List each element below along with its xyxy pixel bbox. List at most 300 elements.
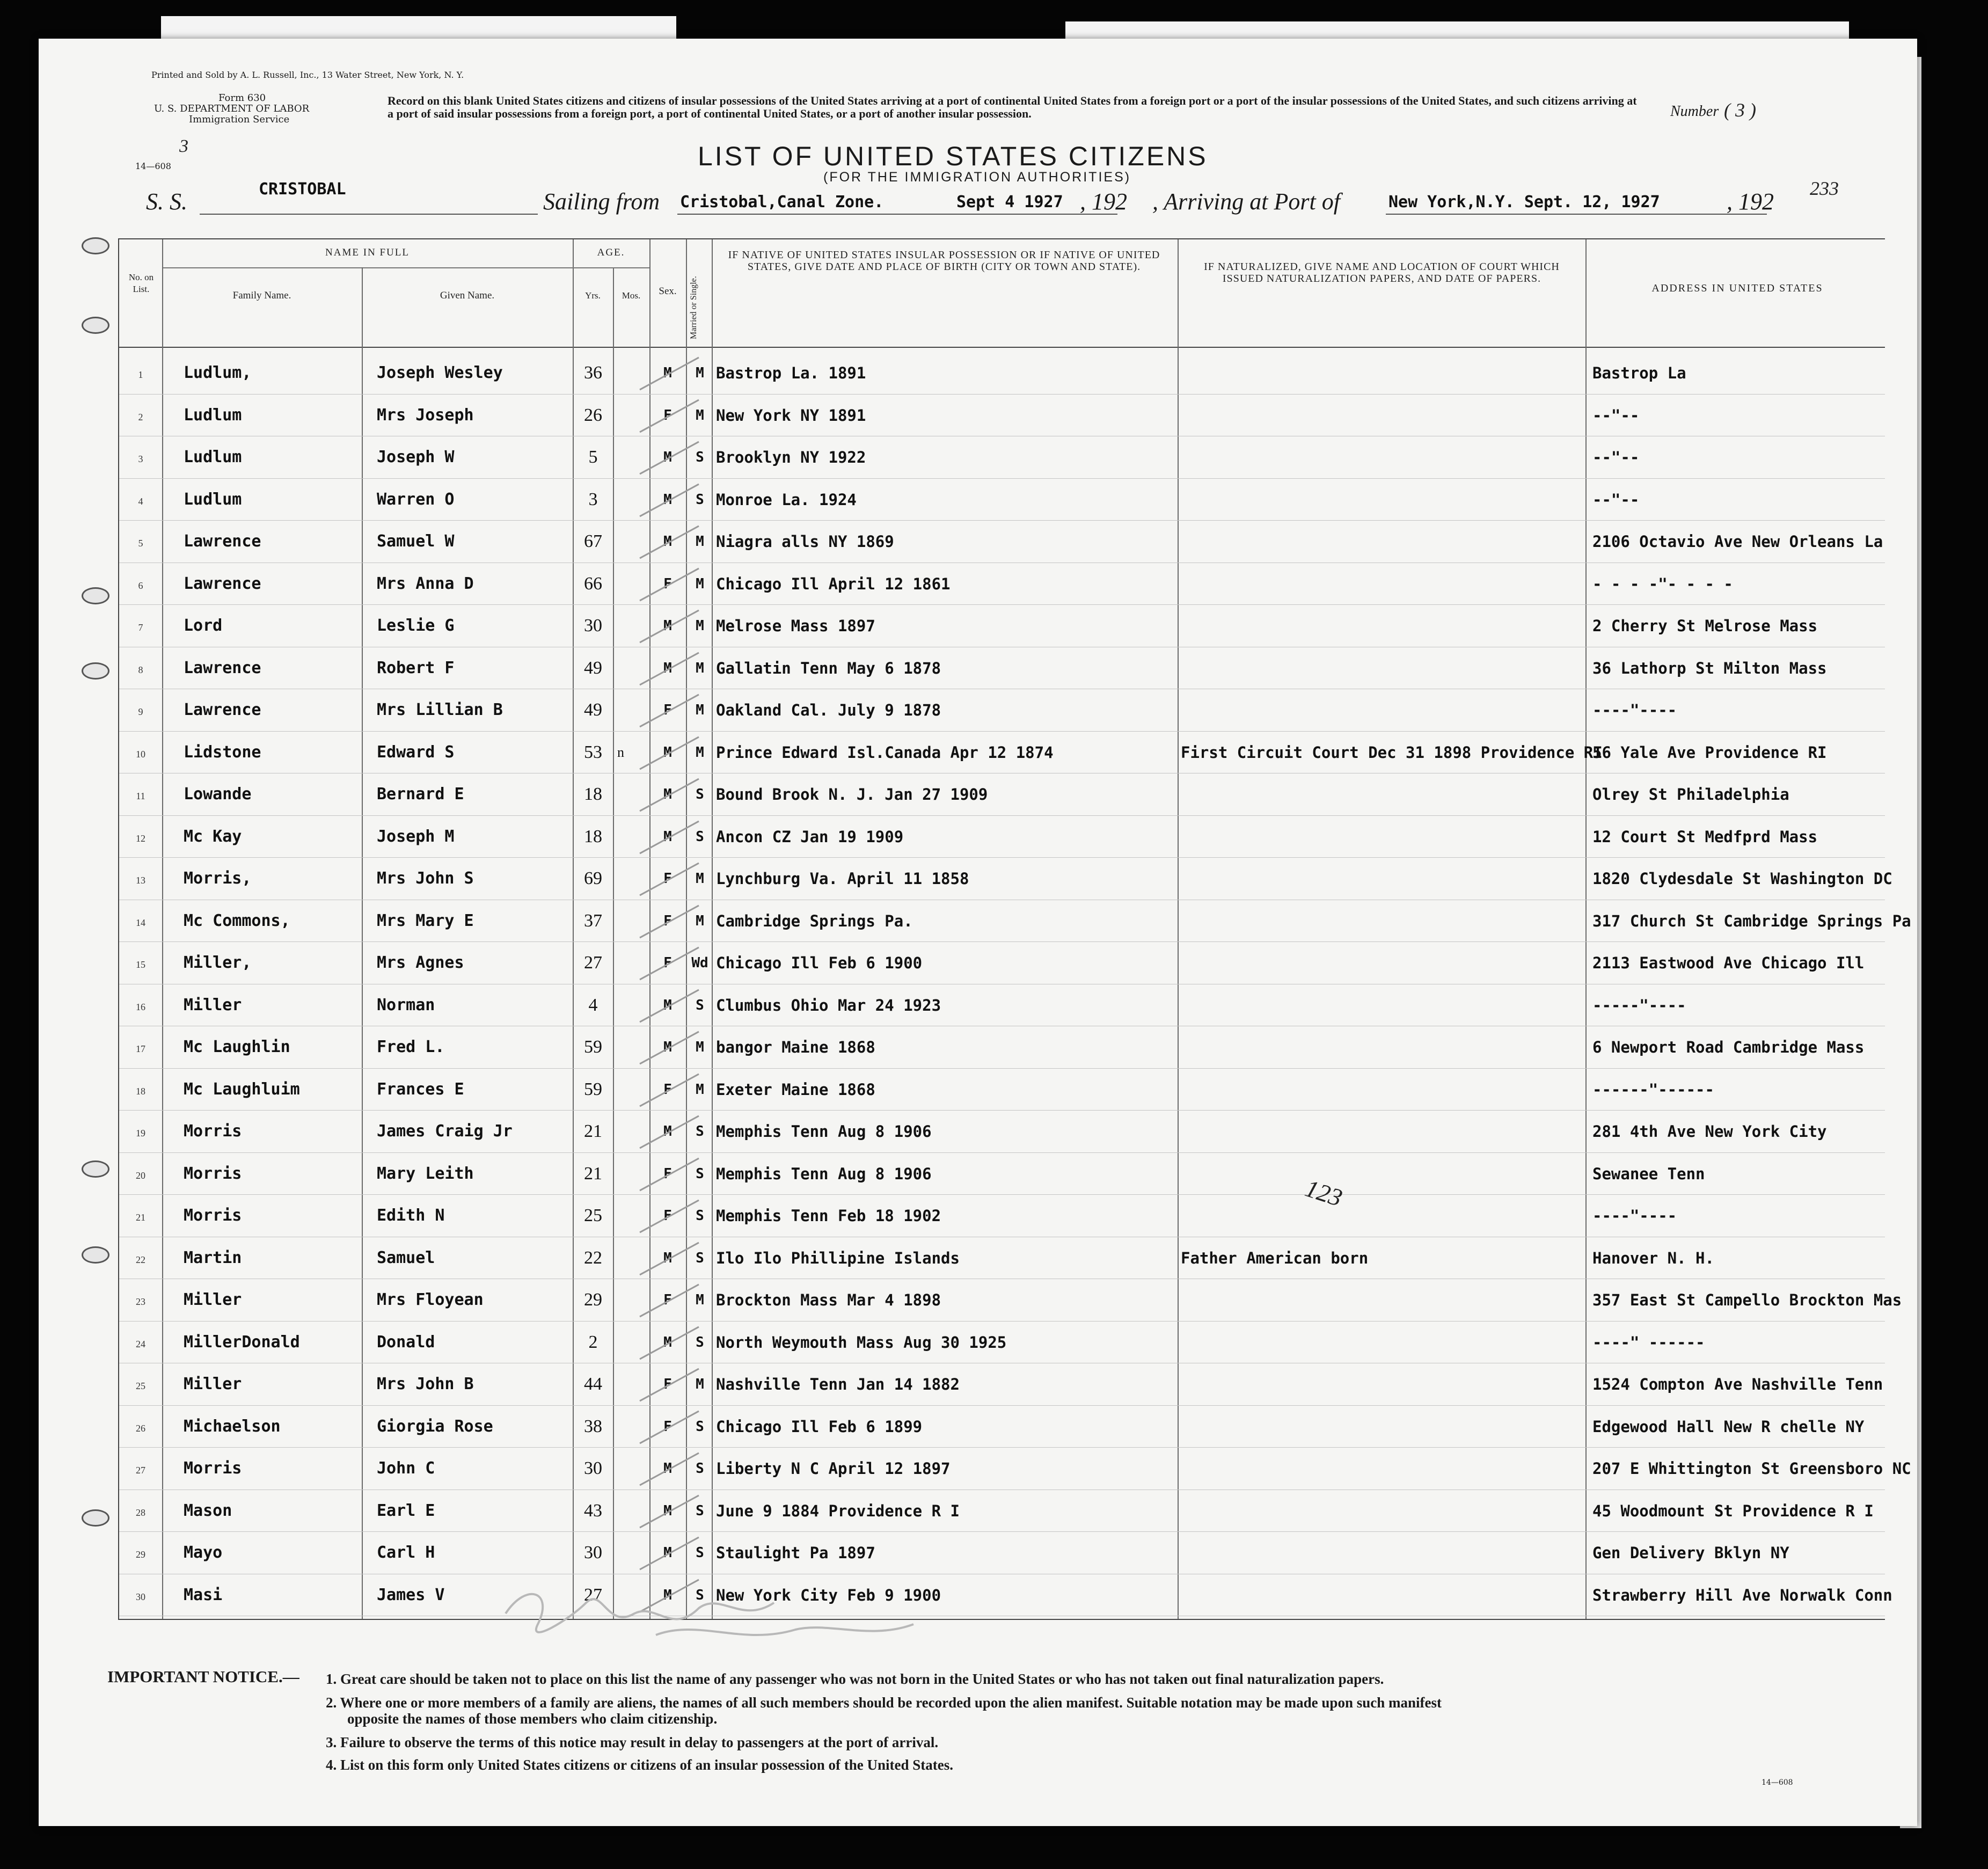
check-mark — [634, 1490, 710, 1533]
row-birth: Exeter Maine 1868 — [716, 1080, 875, 1099]
row-sex: M — [663, 1461, 672, 1477]
row-given-name: Joseph W — [377, 448, 455, 466]
notice-item-4: 4. List on this form only United States citizens or citizens of an insular possession of the United States. — [326, 1757, 954, 1773]
row-number: 18 — [136, 1085, 145, 1097]
row-family-name: Ludlum — [184, 405, 242, 425]
ship-name: CRISTOBAL — [259, 180, 346, 199]
row-address: ----" ------ — [1592, 1333, 1705, 1352]
row-age-years: 30 — [584, 616, 602, 636]
row-family-name: Ludlum — [184, 490, 242, 509]
row-family-name: Morris — [184, 1459, 242, 1478]
row-family-name: Morris, — [184, 869, 252, 888]
row-number: 23 — [136, 1296, 145, 1307]
check-mark — [634, 1237, 710, 1280]
row-sex: M — [663, 449, 672, 465]
table-row — [119, 1279, 1902, 1322]
table-row — [119, 521, 1885, 563]
row-birth: North Weymouth Mass Aug 30 1925 — [716, 1333, 1007, 1352]
row-address: - - - -"- - - - — [1592, 574, 1733, 593]
row-age-years: 4 — [588, 995, 598, 1015]
row-birth: Nashville Tenn Jan 14 1882 — [716, 1375, 960, 1393]
name-subheader-line — [162, 267, 573, 268]
row-birth: Staulight Pa 1897 — [716, 1544, 875, 1562]
check-mark — [634, 816, 710, 859]
table-row — [119, 1406, 1885, 1448]
row-sex: M — [663, 534, 672, 550]
row-birth: Liberty N C April 12 1897 — [716, 1459, 951, 1478]
row-sex: M — [663, 744, 672, 761]
table-row — [119, 1574, 1892, 1617]
row-birth: Chicago Ill Feb 6 1900 — [716, 954, 923, 972]
row-address: Hanover N. H. — [1592, 1249, 1714, 1267]
row-address: 1524 Compton Ave Nashville Tenn — [1592, 1375, 1883, 1393]
row-age-years: 44 — [584, 1374, 602, 1394]
check-mark — [634, 395, 710, 437]
row-age-years: 18 — [584, 784, 602, 804]
row-given-name: Norman — [377, 995, 435, 1014]
punch-hole — [82, 1160, 109, 1178]
row-number: 14 — [136, 917, 145, 928]
row-address: 207 E Whittington St Greensboro NC — [1592, 1459, 1911, 1478]
row-birth: Memphis Tenn Feb 18 1902 — [716, 1207, 941, 1225]
row-marital-status: S — [696, 491, 704, 508]
page-number: 233 — [1810, 178, 1839, 199]
row-number: 7 — [138, 622, 143, 633]
row-marital-status: S — [696, 1250, 704, 1266]
row-birth: Chicago Ill Feb 6 1899 — [716, 1417, 923, 1436]
row-birth: Monroe La. 1924 — [716, 490, 857, 509]
row-sex: M — [663, 1545, 672, 1561]
table-row — [119, 1153, 1885, 1195]
row-birth: Gallatin Tenn May 6 1878 — [716, 659, 941, 677]
table-row — [119, 1490, 1885, 1532]
row-marital-status: M — [696, 702, 704, 718]
row-address: 6 Newport Road Cambridge Mass — [1592, 1038, 1865, 1056]
row-number: 19 — [136, 1128, 145, 1138]
row-marital-status: M — [696, 618, 704, 634]
row-age-years: 26 — [584, 405, 602, 425]
notice-item-2: 2. Where one or more members of a family are aliens, the names of all such members should be recorded upon the alien manifest. Suitable notation may be made upon such manifest — [326, 1695, 1442, 1711]
arriving-underline — [1386, 214, 1767, 215]
row-sex: M — [663, 786, 672, 802]
row-sex: F — [663, 1208, 672, 1224]
row-sex: F — [663, 1081, 672, 1098]
row-sex: M — [663, 365, 672, 381]
row-address: --"-- — [1592, 448, 1640, 466]
col-no-header: No. on List. — [128, 272, 154, 294]
row-family-name: MillerDonald — [184, 1332, 300, 1352]
punch-hole — [82, 1246, 109, 1264]
check-mark — [634, 647, 710, 690]
row-address: Edgewood Hall New R chelle NY — [1592, 1417, 1865, 1436]
row-age-years: 2 — [588, 1332, 598, 1352]
row-birth: Ancon CZ Jan 19 1909 — [716, 827, 904, 846]
row-birth: Ilo Ilo Phillipine Islands — [716, 1249, 960, 1267]
row-marital-status: M — [696, 1039, 704, 1055]
table-row — [119, 900, 1911, 943]
row-number: 1 — [138, 369, 143, 380]
row-given-name: Giorgia Rose — [377, 1417, 493, 1436]
check-mark — [634, 858, 710, 901]
row-family-name: Lawrence — [184, 532, 261, 551]
table-row — [119, 984, 1885, 1027]
table-row — [119, 858, 1892, 900]
row-sex: M — [663, 1123, 672, 1140]
row-marital-status: M — [696, 407, 704, 424]
row-given-name: Mrs Joseph — [377, 405, 474, 425]
row-marital-status: S — [696, 1418, 704, 1435]
check-mark — [634, 521, 710, 564]
row-given-name: James V — [377, 1585, 445, 1604]
instructions — [388, 94, 1638, 120]
table-row — [119, 1448, 1911, 1490]
row-age-years: 25 — [584, 1206, 602, 1225]
check-mark — [634, 984, 710, 1027]
col-yrs-header: Yrs. — [585, 290, 601, 301]
row-given-name: Mrs John B — [377, 1375, 474, 1393]
row-family-name: Miller — [184, 1290, 242, 1309]
row-number: 29 — [136, 1549, 145, 1560]
table-row — [119, 1363, 1885, 1406]
table-row — [119, 1195, 1885, 1237]
page-title: LIST OF UNITED STATES CITIZENS — [698, 141, 1208, 171]
col-address-header: ADDRESS IN UNITED STATES — [1651, 282, 1823, 294]
check-mark — [634, 942, 710, 985]
row-birth: Clumbus Ohio Mar 24 1923 — [716, 996, 941, 1014]
row-number: 3 — [138, 454, 143, 464]
row-family-name: Miller — [184, 1375, 242, 1393]
row-age-years: 18 — [584, 826, 602, 846]
header-bottom-line — [119, 347, 1885, 348]
handwritten-sheet-number: 3 — [179, 136, 188, 156]
row-sex: M — [663, 1502, 672, 1519]
row-sex: M — [663, 1250, 672, 1266]
row-marital-status: S — [696, 1123, 704, 1140]
year-label-1: , 192 — [1080, 188, 1127, 215]
row-birth: June 9 1884 Providence R I — [716, 1501, 960, 1520]
row-birth: Chicago Ill April 12 1861 — [716, 574, 951, 593]
row-age-years: 5 — [588, 447, 598, 467]
row-marital-status: M — [696, 744, 704, 761]
table-row — [119, 816, 1885, 858]
table-row — [119, 352, 1885, 395]
check-mark — [634, 1026, 710, 1069]
row-number: 20 — [136, 1170, 145, 1181]
row-address: ----"---- — [1592, 1207, 1677, 1225]
row-given-name: Mary Leith — [377, 1164, 474, 1183]
table-row — [119, 436, 1885, 479]
row-birth: Lynchburg Va. April 11 1858 — [716, 870, 969, 888]
year-label-2: , 192 — [1727, 188, 1774, 215]
row-given-name: Leslie G — [377, 616, 455, 635]
row-family-name: Mason — [184, 1501, 232, 1520]
row-number: 26 — [136, 1422, 145, 1434]
row-given-name: Joseph Wesley — [377, 363, 503, 382]
row-number: 21 — [136, 1212, 145, 1223]
punch-hole — [82, 317, 109, 334]
row-number: 27 — [136, 1465, 145, 1476]
row-sex: F — [663, 575, 672, 592]
row-age-years: 30 — [584, 1458, 602, 1478]
check-mark — [634, 689, 710, 732]
row-age-years: 53 — [584, 742, 602, 762]
col-family-header: Family Name. — [232, 290, 291, 301]
notice-item-2b: opposite the names of those members who claim citizenship. — [347, 1711, 718, 1727]
row-naturalization: Father American born — [1181, 1249, 1369, 1267]
row-address: Bastrop La — [1592, 364, 1686, 382]
row-address: -----"---- — [1592, 996, 1686, 1014]
row-number: 28 — [136, 1507, 145, 1518]
row-age-years: 29 — [584, 1290, 602, 1310]
row-address: 281 4th Ave New York City — [1592, 1122, 1827, 1141]
row-address: 317 Church St Cambridge Springs Pa — [1592, 911, 1911, 930]
row-marital-status: M — [696, 1376, 704, 1392]
row-given-name: Robert F — [377, 658, 455, 677]
row-address: ----"---- — [1592, 701, 1677, 719]
row-family-name: Lawrence — [184, 700, 261, 719]
row-address: 56 Yale Ave Providence RI — [1592, 743, 1827, 762]
notice-heading: IMPORTANT NOTICE.— — [107, 1667, 299, 1686]
row-sex: F — [663, 1376, 672, 1392]
row-given-name: Mrs Agnes — [377, 953, 464, 972]
row-marital-status: Wd — [691, 955, 708, 971]
row-marital-status: S — [696, 1334, 704, 1350]
number-value: ( 3 ) — [1724, 99, 1756, 121]
row-marital-status: S — [696, 997, 704, 1013]
department: U. S. DEPARTMENT OF LABOR — [154, 103, 310, 114]
row-number: 11 — [136, 791, 145, 801]
row-sex: M — [663, 1334, 672, 1350]
row-age-years: 59 — [584, 1037, 602, 1057]
punch-hole — [82, 1509, 109, 1527]
table-row — [119, 647, 1885, 690]
row-given-name: Mrs Floyean — [377, 1290, 484, 1309]
signature-scribble — [495, 1571, 978, 1651]
row-birth: Memphis Tenn Aug 8 1906 — [716, 1122, 932, 1141]
notice-code: 14—608 — [1762, 1778, 1793, 1787]
row-address: 36 Lathorp St Milton Mass — [1592, 659, 1827, 677]
row-address: 1820 Clydesdale St Washington DC — [1592, 870, 1892, 888]
row-age-years: 21 — [584, 1163, 602, 1184]
row-sex: F — [663, 1292, 672, 1308]
table-row — [119, 1237, 1885, 1280]
row-address: Strawberry Hill Ave Norwalk Conn — [1592, 1586, 1892, 1604]
row-age-years: 3 — [588, 489, 598, 509]
row-naturalization: First Circuit Court Dec 31 1898 Providence RI — [1181, 743, 1603, 762]
row-sex: M — [663, 491, 672, 508]
row-number: 30 — [136, 1591, 145, 1602]
row-family-name: Lawrence — [184, 658, 261, 677]
row-number: 6 — [138, 580, 143, 591]
sailing-label: Sailing from — [543, 188, 660, 215]
row-age-years: 49 — [584, 700, 602, 720]
row-given-name: Edward S — [377, 742, 455, 762]
row-number: 5 — [138, 538, 143, 549]
row-age-years: 59 — [584, 1079, 602, 1099]
row-given-name: Bernard E — [377, 785, 464, 804]
ss-label: S. S. — [146, 188, 187, 215]
row-family-name: Lidstone — [184, 742, 261, 762]
manifest-table — [118, 238, 1911, 1620]
row-address: 2113 Eastwood Ave Chicago Ill — [1592, 954, 1865, 972]
notice-item-1: 1. Great care should be taken not to place on this list the name of any passenger who was not born in the United States or who has not taken out final naturalization papers. — [326, 1671, 1384, 1687]
row-birth: Niagra alls NY 1869 — [716, 532, 894, 551]
row-family-name: Mc Commons, — [184, 911, 290, 930]
row-marital-status: S — [696, 1208, 704, 1224]
row-birth: bangor Maine 1868 — [716, 1038, 875, 1056]
number-label: Number — [1670, 103, 1719, 120]
row-age-years: 66 — [584, 573, 602, 594]
col-married-header — [689, 243, 699, 339]
table-row — [119, 1026, 1885, 1069]
row-birth: New York City Feb 9 1900 — [716, 1586, 941, 1604]
row-marital-status: S — [696, 1587, 704, 1603]
row-address: Sewanee Tenn — [1592, 1164, 1705, 1183]
row-sex: F — [663, 407, 672, 424]
row-marital-status: S — [696, 1461, 704, 1477]
row-age-years: 69 — [584, 868, 602, 888]
page-subtitle: (FOR THE IMMIGRATION AUTHORITIES) — [823, 170, 1131, 185]
row-age-months: n — [617, 744, 624, 760]
row-age-years: 22 — [584, 1247, 602, 1268]
row-family-name: Lawrence — [184, 574, 261, 593]
table-row — [119, 1322, 1885, 1364]
row-number: 22 — [136, 1254, 145, 1265]
table-row — [119, 732, 1885, 774]
row-address: ------"------ — [1592, 1080, 1714, 1099]
check-mark — [634, 1069, 710, 1112]
col-sex-header: Sex. — [659, 286, 677, 297]
instructions-text: Record on this blank United States citizens and citizens of insular possessions of the United States arriving at a port of continental United States from a foreign port or a port of the insular possessions of the United States, and such citizens arriving at a port of said insular possessions from a foreign port, a port of continental United States, or a port of another insular possession. — [388, 94, 1637, 120]
row-marital-status: M — [696, 365, 704, 381]
row-age-years: 21 — [584, 1121, 602, 1141]
check-mark — [634, 479, 710, 522]
row-family-name: Michaelson — [184, 1417, 281, 1436]
check-mark — [634, 352, 710, 395]
row-age-years: 27 — [584, 953, 602, 973]
sailing-underline — [677, 214, 1117, 215]
printer-line: Printed and Sold by A. L. Russell, Inc., 13 Water Street, New York, N. Y. — [151, 70, 464, 80]
row-sex: F — [663, 871, 672, 887]
row-given-name: Earl E — [377, 1501, 435, 1520]
punch-hole — [82, 662, 109, 680]
row-age-years: 36 — [584, 363, 602, 383]
row-birth: Prince Edward Isl.Canada Apr 12 1874 — [716, 743, 1054, 762]
arriving-label: , Arriving at Port of — [1152, 188, 1340, 215]
row-birth: Oakland Cal. July 9 1878 — [716, 701, 941, 719]
row-family-name: Mc Laughluim — [184, 1079, 300, 1099]
row-address: 12 Court St Medfprd Mass — [1592, 827, 1818, 846]
row-sex: F — [663, 1418, 672, 1435]
row-number: 4 — [138, 495, 143, 507]
row-marital-status: S — [696, 449, 704, 465]
row-number: 25 — [136, 1381, 145, 1391]
row-marital-status: M — [696, 1292, 704, 1308]
table-row — [119, 479, 1885, 521]
row-address: Olrey St Philadelphia — [1592, 785, 1789, 804]
row-number: 8 — [138, 664, 143, 675]
row-sex: F — [663, 912, 672, 929]
row-age-years: 30 — [584, 1543, 602, 1563]
check-mark — [634, 436, 710, 479]
check-mark — [634, 900, 710, 943]
row-address: 2 Cherry St Melrose Mass — [1592, 617, 1818, 635]
row-sex: M — [663, 828, 672, 845]
check-mark — [634, 1363, 710, 1406]
row-sex: M — [663, 1039, 672, 1055]
row-given-name: Mrs Mary E — [377, 911, 474, 930]
row-birth: Brockton Mass Mar 4 1898 — [716, 1291, 941, 1309]
row-given-name: Carl H — [377, 1543, 435, 1562]
row-marital-status: M — [696, 534, 704, 550]
table-row — [119, 942, 1885, 984]
row-given-name: Edith N — [377, 1206, 445, 1225]
row-given-name: Mrs Lillian B — [377, 700, 503, 719]
row-family-name: Martin — [184, 1248, 242, 1267]
check-mark — [634, 1406, 710, 1449]
row-family-name: Masi — [184, 1585, 223, 1604]
row-family-name: Mayo — [184, 1543, 223, 1562]
row-sex: M — [663, 618, 672, 634]
row-marital-status: S — [696, 786, 704, 802]
row-age-years: 38 — [584, 1416, 602, 1436]
check-mark — [634, 1448, 710, 1491]
row-number: 12 — [136, 833, 145, 844]
row-family-name: Ludlum — [184, 448, 242, 466]
row-sex: F — [663, 702, 672, 718]
row-marital-status: M — [696, 660, 704, 676]
table-row — [119, 1111, 1885, 1153]
row-family-name: Lord — [184, 616, 223, 635]
table-row — [119, 563, 1885, 605]
row-age-years: 49 — [584, 658, 602, 678]
form-code: 14—608 — [135, 161, 171, 171]
check-mark — [634, 732, 710, 775]
table-row — [119, 395, 1885, 437]
row-birth: Memphis Tenn Aug 8 1906 — [716, 1164, 932, 1183]
row-family-name: Morris — [184, 1206, 242, 1225]
row-marital-status: M — [696, 871, 704, 887]
row-number: 16 — [136, 1001, 145, 1012]
row-given-name: Donald — [377, 1332, 435, 1352]
service: Immigration Service — [189, 114, 290, 125]
row-given-name: Samuel — [377, 1248, 435, 1267]
row-family-name: Miller, — [184, 953, 252, 972]
table-row — [119, 605, 1885, 647]
row-marital-status: S — [696, 1502, 704, 1519]
row-number: 13 — [136, 875, 145, 886]
sailing-date: Sept 4 1927 — [956, 193, 1063, 211]
row-birth: New York NY 1891 — [716, 406, 866, 425]
handwritten-note: 123 — [1302, 1174, 1346, 1212]
age-subheader-line — [573, 267, 649, 268]
row-address: --"-- — [1592, 406, 1640, 425]
check-mark — [634, 605, 710, 648]
row-birth: Melrose Mass 1897 — [716, 617, 875, 635]
row-number: 15 — [136, 959, 145, 970]
row-given-name: Joseph M — [377, 827, 455, 846]
row-age-years: 37 — [584, 910, 602, 931]
row-marital-status: S — [696, 828, 704, 845]
manifest-sheet — [39, 39, 1917, 1826]
ship-underline — [200, 214, 538, 215]
row-given-name: Warren O — [377, 490, 455, 509]
row-given-name: Samuel W — [377, 532, 455, 551]
row-number: 10 — [136, 748, 145, 760]
check-mark — [634, 1532, 710, 1575]
row-marital-status: M — [696, 575, 704, 592]
check-mark — [634, 1153, 710, 1196]
